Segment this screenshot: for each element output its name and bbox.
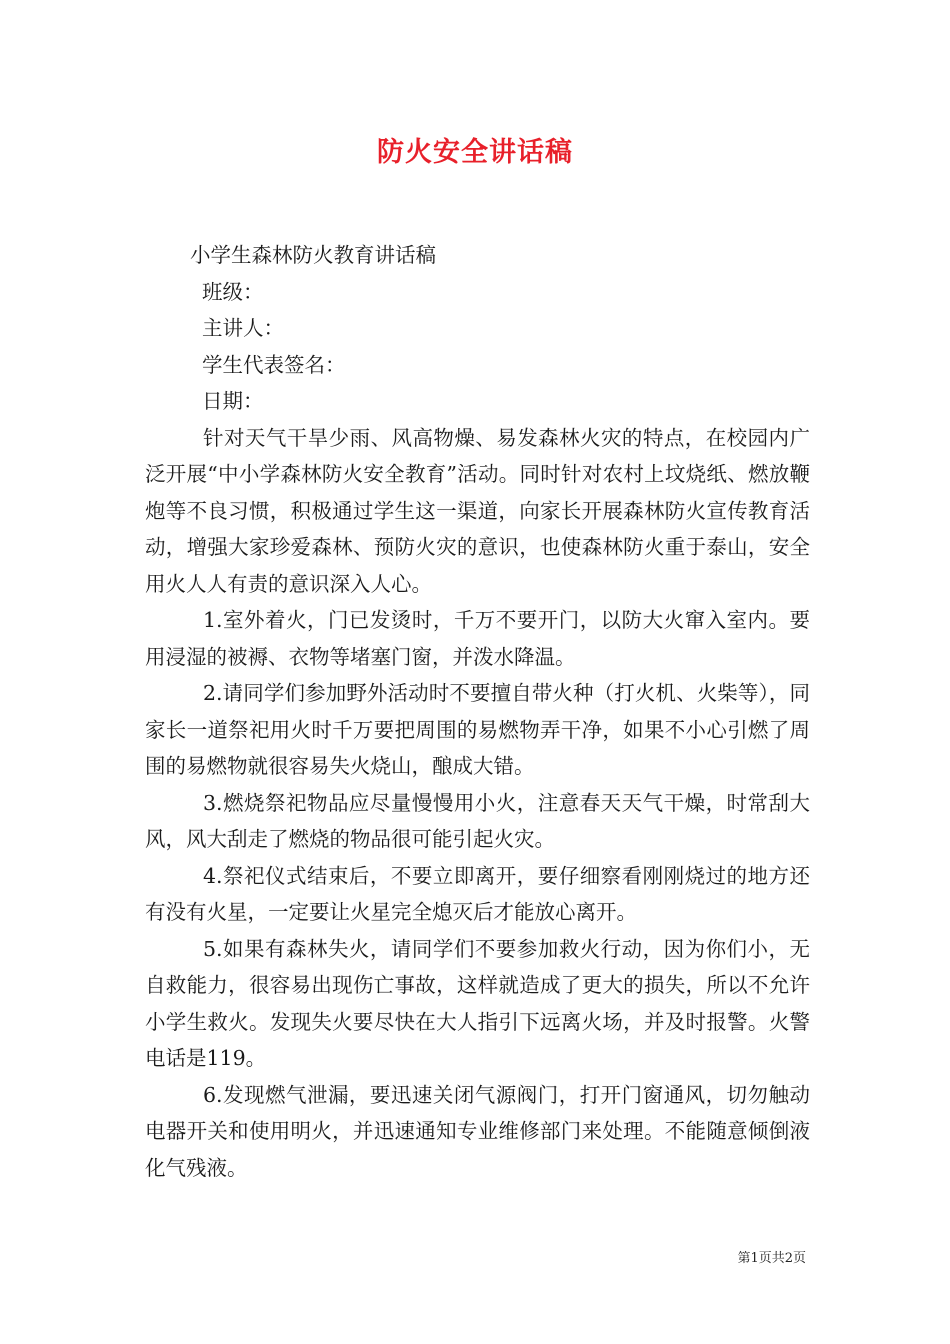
paragraph-item-4: 4.祭祀仪式结束后，不要立即离开，要仔细察看刚刚烧过的地方还有没有火星，一定要让火星完全熄灭后才能放心离开。 <box>145 863 810 924</box>
field-class: 班级： <box>202 279 264 304</box>
field-student-rep: 学生代表签名： <box>202 352 346 377</box>
paragraph-item-1: 1.室外着火，门已发烫时，千万不要开门，以防大火窜入室内。要用浸湿的被褥、衣物等堵塞门窗，并泼水降温。 <box>145 608 810 669</box>
paragraph-item-2: 2.请同学们参加野外活动时不要擅自带火种（打火机、火柴等），同家长一道祭祀用火时千万要把周围的易燃物弄干净，如果不小心引燃了周围的易燃物就很容易失火烧山，酿成大错。 <box>145 681 810 778</box>
speech-subtitle: 小学生森林防火教育讲话稿 <box>190 243 436 267</box>
paragraph-item-5: 5.如果有森林失火，请同学们不要参加救火行动，因为你们小，无自救能力，很容易出现伤亡事故，这样就造成了更大的损失，所以不允许小学生救火。发现失火要尽快在大人指引下远离火场，并及时报警。火警电话是119。 <box>145 936 810 1070</box>
paragraph-intro: 针对天气干旱少雨、风高物燥、易发森林火灾的特点，在校园内广泛开展“中小学森林防火安全教育”活动。同时针对农村上坟烧纸、燃放鞭炮等不良习惯，积极通过学生这一渠道，向家长开展森林防火宣传教育活动，增强大家珍爱森林、预防火灾的意识，也使森林防火重于泰山，安全用火人人有责的意识深入人心。 <box>145 425 810 596</box>
document-title: 防火安全讲话稿 <box>377 137 573 168</box>
field-speaker: 主讲人： <box>202 316 284 340</box>
paragraph-item-3: 3.燃烧祭祀物品应尽量慢慢用小火，注意春天天气干燥，时常刮大风，风大刮走了燃烧的物品很可能引起火灾。 <box>145 790 810 851</box>
page-number: 第1页共2页 <box>737 1251 806 1266</box>
paragraph-item-6: 6.发现燃气泄漏，要迅速关闭气源阀门，打开门窗通风，切勿触动电器开关和使用明火，并迅速通知专业维修部门来处理。不能随意倾倒液化气残液。 <box>145 1082 810 1180</box>
field-date: 日期： <box>202 389 264 413</box>
document-body <box>145 237 810 1186</box>
